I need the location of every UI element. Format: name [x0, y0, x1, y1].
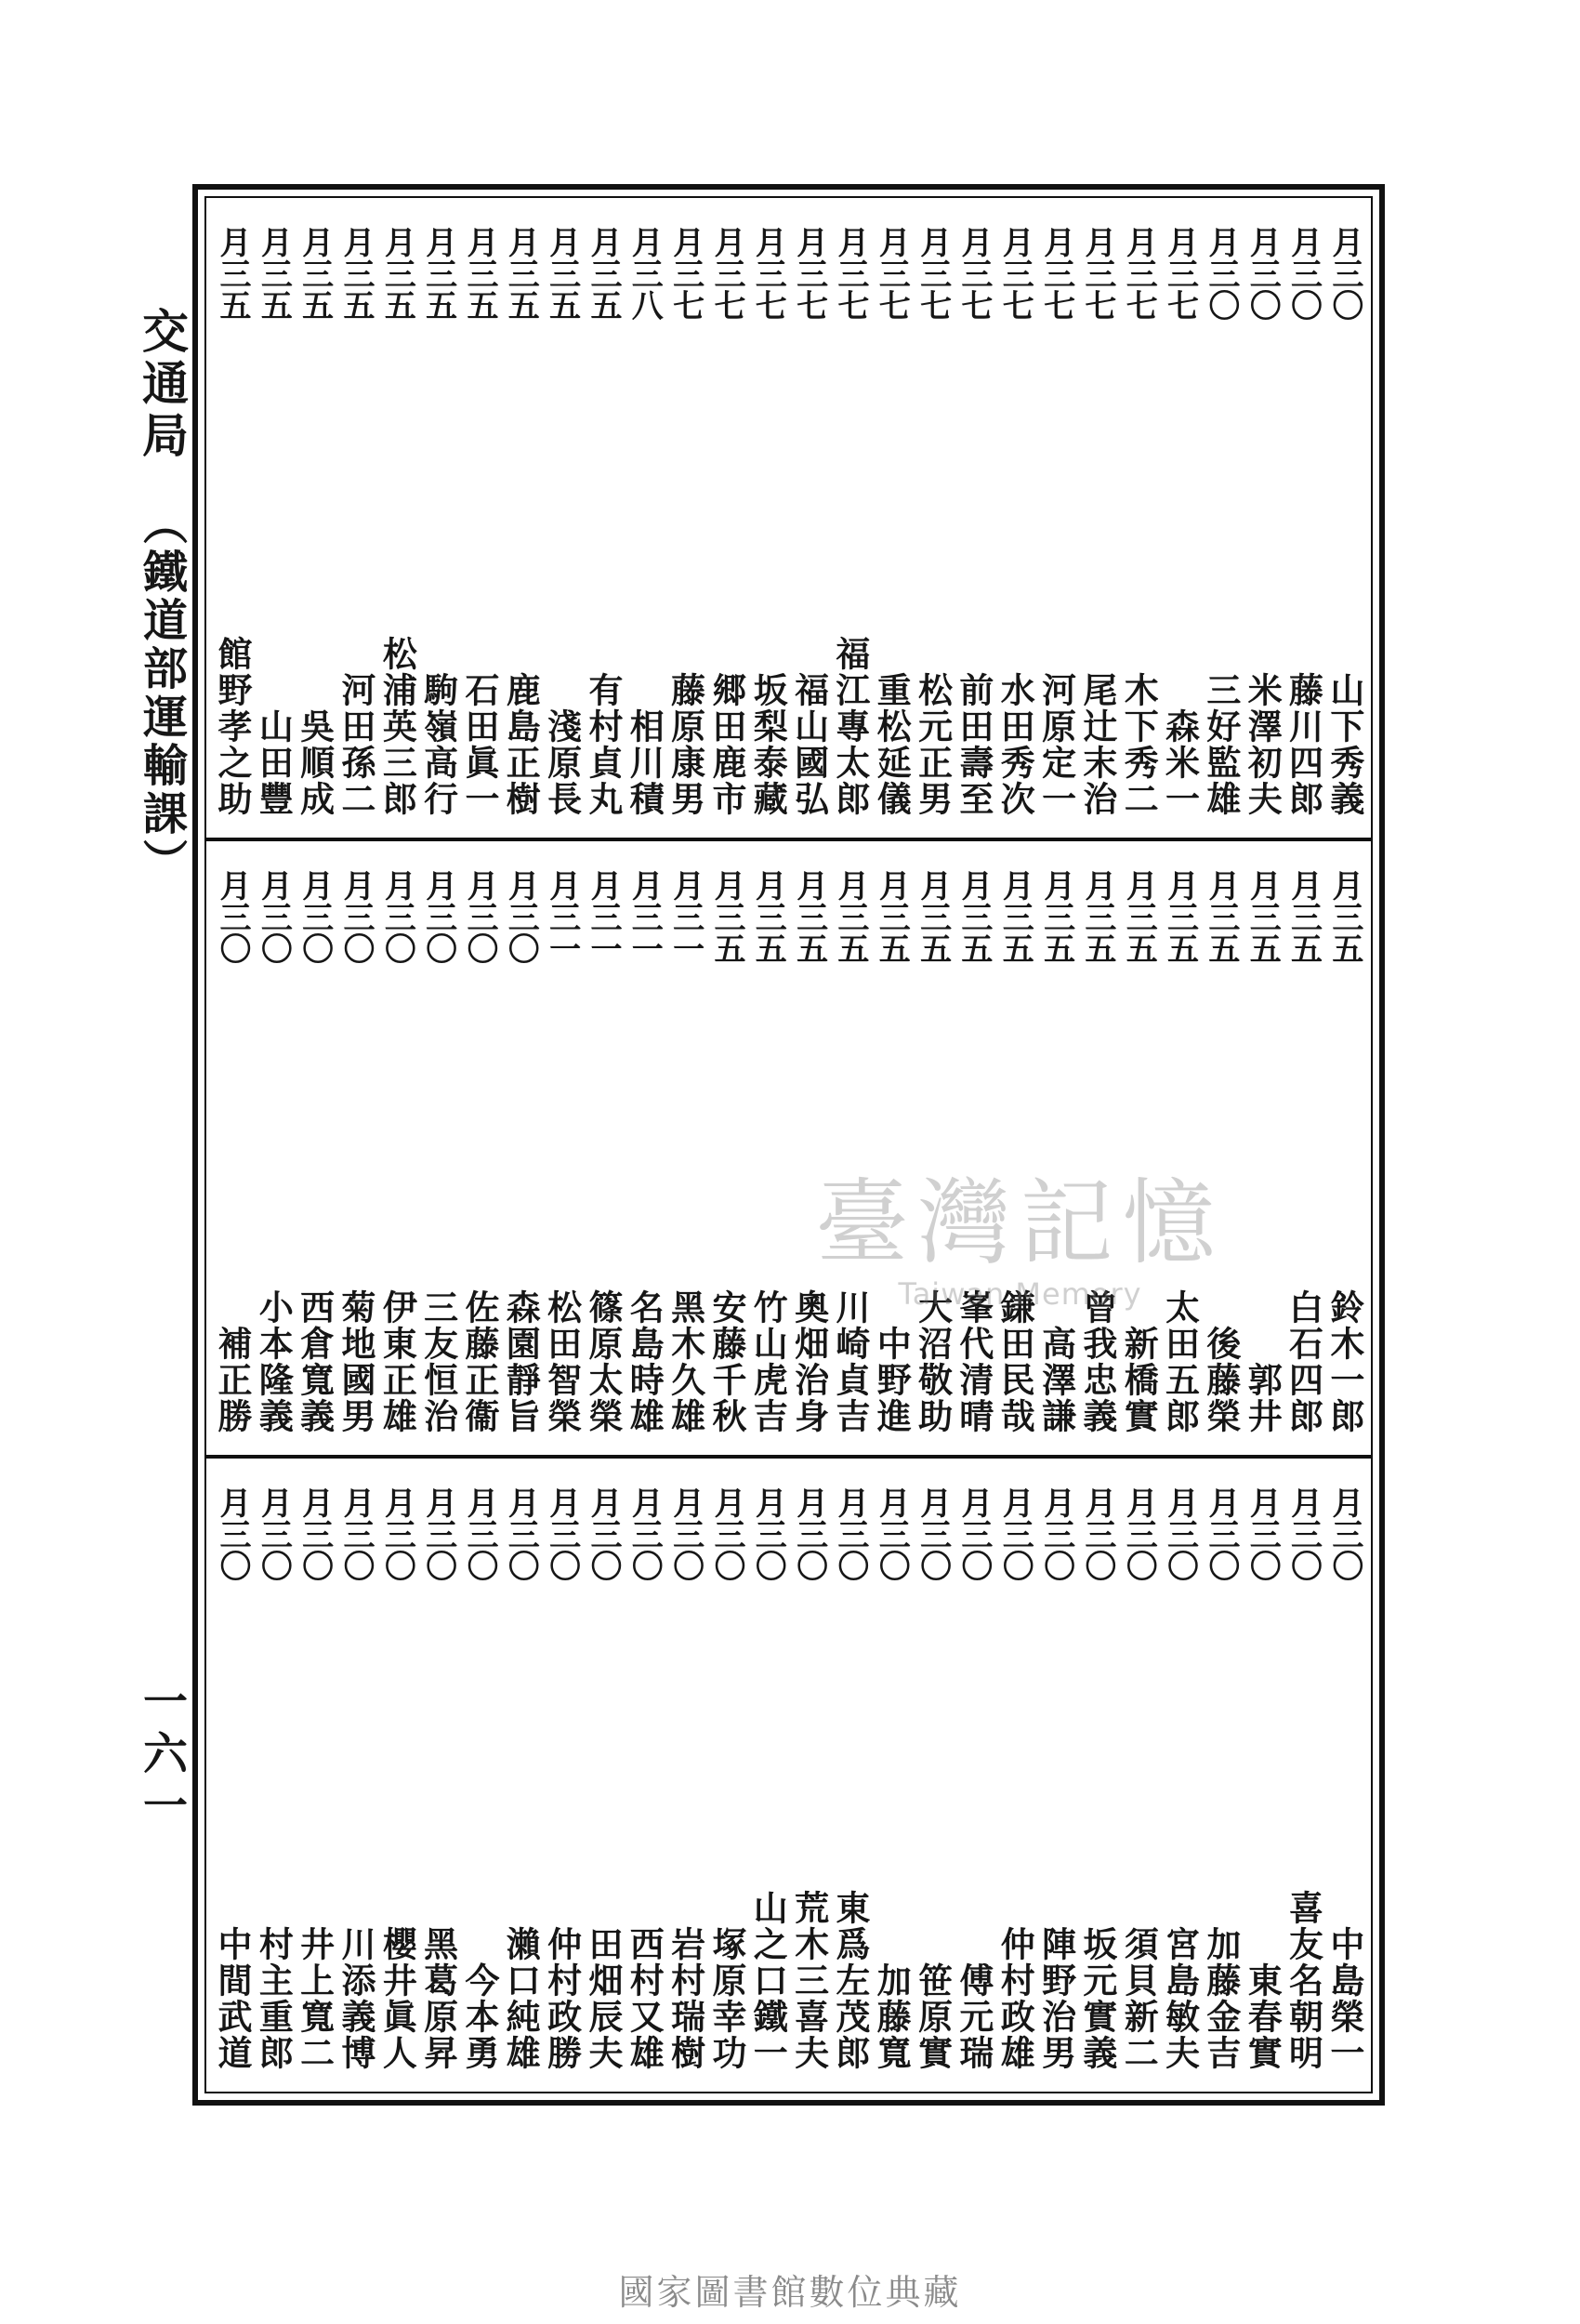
- roster-section-3: [210, 1459, 1367, 2092]
- roster-entry: [541, 841, 583, 1455]
- roster-entry: [1118, 841, 1160, 1455]
- roster-entry: [376, 1459, 418, 2092]
- entry-date: 月三五: [502, 226, 540, 321]
- entry-date: 月三〇: [749, 1486, 787, 1581]
- entry-date: 月三五: [214, 226, 251, 321]
- entry-name: 佐藤正衞: [458, 1289, 500, 1434]
- entry-name: 淺原長: [541, 708, 583, 817]
- page-number-wrap: [136, 1678, 188, 1834]
- entry-name: 陣野治男: [1035, 1926, 1077, 2071]
- entry-name: 東爲左茂郎: [829, 1890, 871, 2071]
- roster-entry: [667, 841, 704, 1455]
- roster-entry: [458, 841, 500, 1455]
- roster-entry: [747, 198, 789, 838]
- entry-name: 坂元實義: [1076, 1926, 1118, 2071]
- entry-name: 山下秀義: [1323, 672, 1365, 817]
- entry-name: 川崎貞吉: [829, 1289, 871, 1434]
- roster-entry: [871, 198, 913, 838]
- entry-date: 月三五: [336, 226, 375, 321]
- entry-name: 館野孝之助: [212, 636, 253, 817]
- entry-name: 西倉寬義: [294, 1289, 336, 1434]
- entry-name: 水田秀次: [994, 672, 1036, 817]
- entry-date: 月三〇: [625, 1486, 664, 1581]
- entry-date: 月三〇: [1284, 1486, 1323, 1581]
- entry-date: 月三〇: [378, 1486, 416, 1581]
- roster-entry: [1076, 841, 1118, 1455]
- roster-entry: [747, 841, 789, 1455]
- entry-name: 伊東正雄: [376, 1289, 418, 1434]
- entry-date: 月三五: [749, 869, 787, 964]
- roster-entry: [1035, 1459, 1077, 2092]
- roster-entry: [417, 1459, 459, 2092]
- entry-name: 鈴木一郎: [1323, 1289, 1365, 1434]
- entry-date: 月三〇: [419, 869, 457, 964]
- entry-name: 前田壽至: [953, 672, 994, 817]
- entry-date: 月三〇: [296, 869, 334, 964]
- entry-date: 月三〇: [1325, 226, 1363, 321]
- entry-date: 月三五: [1078, 869, 1116, 964]
- roster-entry: [1118, 198, 1160, 838]
- entry-date: 月三七: [749, 226, 787, 321]
- entry-date: 月三五: [296, 226, 334, 321]
- entry-name: 三友恒治: [417, 1289, 459, 1434]
- roster-entry: [955, 1459, 993, 2092]
- entry-date: 月三〇: [666, 1486, 704, 1581]
- entry-date: 月三五: [914, 869, 952, 964]
- roster-entry: [1200, 841, 1242, 1455]
- entry-date: 月三五: [255, 226, 293, 321]
- entry-name: 田畑辰夫: [582, 1926, 624, 2071]
- entry-name: 福山國弘: [788, 672, 830, 817]
- roster-entry: [1035, 198, 1077, 838]
- entry-name: 坂梨泰藏: [747, 672, 789, 817]
- roster-entry: [625, 1459, 663, 2092]
- entry-date: 月三五: [419, 226, 457, 321]
- roster-entry: [912, 1459, 954, 2092]
- entry-name: 米澤初夫: [1242, 672, 1284, 817]
- entry-date: 月三五: [790, 869, 828, 964]
- roster-entry: [500, 841, 542, 1455]
- entry-name: 高澤謙: [1035, 1326, 1077, 1434]
- roster-entry: [625, 841, 663, 1455]
- entry-date: 月三五: [1202, 869, 1240, 964]
- entry-name: 今本勇: [458, 1962, 500, 2071]
- roster-entry: [376, 841, 418, 1455]
- roster-entry: [1242, 841, 1284, 1455]
- roster-entry: [1200, 1459, 1242, 2092]
- roster-entry: [1076, 1459, 1118, 2092]
- entry-name: 笹原實: [912, 1962, 954, 2071]
- roster-entry: [500, 1459, 542, 2092]
- entry-name: 森園靜旨: [500, 1289, 542, 1434]
- entry-name: 須貝新二: [1118, 1926, 1160, 2071]
- entry-date: 月三一: [666, 869, 704, 964]
- roster-entry: [1323, 1459, 1365, 2092]
- roster-entry: [871, 841, 913, 1455]
- entry-date: 月三〇: [707, 1486, 745, 1581]
- entry-name: 山田豐: [253, 708, 295, 817]
- entry-name: 菊地國男: [335, 1289, 376, 1434]
- entry-name: 藤川四郎: [1283, 672, 1324, 817]
- entry-name: 鹿島正樹: [500, 672, 542, 817]
- entry-date: 月三〇: [543, 1486, 581, 1581]
- entry-name: 曾我忠義: [1076, 1289, 1118, 1434]
- entry-name: 森米一: [1159, 708, 1201, 817]
- entry-date: 月三五: [1161, 869, 1199, 964]
- entry-name: 峯代清晴: [953, 1289, 994, 1434]
- entry-date: 月三〇: [296, 1486, 334, 1581]
- roster-entry: [1285, 1459, 1323, 2092]
- footer-credit: 國家圖書館數位典藏: [618, 2272, 962, 2313]
- roster-entry: [705, 841, 747, 1455]
- roster-entry: [296, 841, 334, 1455]
- entry-date: 月三五: [378, 226, 416, 321]
- roster-entry: [705, 1459, 747, 2092]
- roster-entry: [667, 1459, 704, 2092]
- entry-date: 月三五: [1037, 869, 1075, 964]
- entry-name: 松浦英三郎: [376, 636, 418, 817]
- entry-name: 黑葛原昇: [417, 1926, 459, 2071]
- entry-name: 加藤金吉: [1200, 1926, 1242, 2071]
- entry-name: 宮島敏夫: [1159, 1926, 1201, 2071]
- roster-entry: [996, 198, 1034, 838]
- roster-entry: [1076, 198, 1118, 838]
- roster-entry: [417, 198, 459, 838]
- roster-entry: [376, 198, 418, 838]
- entry-name: 西村又雄: [624, 1926, 665, 2071]
- roster-entry: [253, 1459, 295, 2092]
- entry-name: 瀨口純雄: [500, 1926, 542, 2071]
- entry-date: 月三七: [1120, 226, 1158, 321]
- entry-name: 中野進: [871, 1326, 913, 1434]
- entry-date: 月三〇: [502, 1486, 540, 1581]
- entry-date: 月三五: [1325, 869, 1363, 964]
- entry-date: 月三〇: [1325, 1486, 1363, 1581]
- entry-name: 鎌田民哉: [994, 1289, 1036, 1434]
- entry-date: 月三〇: [1161, 1486, 1199, 1581]
- roster-entry: [296, 198, 334, 838]
- entry-name: 河原定一: [1035, 672, 1077, 817]
- entry-date: 月三〇: [1202, 226, 1240, 321]
- entry-name: 白石四郎: [1283, 1289, 1324, 1434]
- entry-name: 三好監雄: [1200, 672, 1242, 817]
- entry-date: 月三七: [996, 226, 1034, 321]
- margin-header: [136, 307, 188, 887]
- entry-date: 月三七: [1037, 226, 1075, 321]
- entry-date: 月三一: [625, 869, 664, 964]
- roster-entry: [1035, 841, 1077, 1455]
- entry-name: 加藤寬: [871, 1962, 913, 2071]
- entry-name: 補正勝: [212, 1326, 253, 1434]
- entry-name: 川添義博: [335, 1926, 376, 2071]
- entry-date: 月三五: [707, 869, 745, 964]
- entry-name: 郭井: [1242, 1362, 1284, 1434]
- entry-date: 月三〇: [1244, 1486, 1282, 1581]
- roster-entry: [296, 1459, 334, 2092]
- entry-name: 木下秀二: [1118, 672, 1160, 817]
- roster-entry: [667, 198, 704, 838]
- roster-entry: [955, 198, 993, 838]
- entry-date: 月三〇: [255, 869, 293, 964]
- entry-date: 月三〇: [1284, 226, 1323, 321]
- roster-entry: [1242, 1459, 1284, 2092]
- entry-name: 石田眞一: [458, 672, 500, 817]
- roster-entry: [788, 1459, 830, 2092]
- entry-name: 井上寬二: [294, 1926, 336, 2071]
- roster-entry: [1159, 841, 1201, 1455]
- roster-entry: [829, 1459, 871, 2092]
- department-title: 交通局: [135, 307, 190, 463]
- roster-entry: [871, 1459, 913, 2092]
- entry-date: 月三〇: [873, 1486, 911, 1581]
- entry-date: 月三一: [584, 869, 622, 964]
- entry-date: 月三〇: [790, 1486, 828, 1581]
- entry-date: 月三一: [543, 869, 581, 964]
- roster-entry: [582, 841, 624, 1455]
- entry-name: 後藤榮: [1200, 1326, 1242, 1434]
- entry-date: 月三〇: [460, 1486, 498, 1581]
- entry-date: 月三〇: [1037, 1486, 1075, 1581]
- roster-entry: [337, 198, 375, 838]
- entry-date: 月三七: [914, 226, 952, 321]
- watermark-sub: Taiwan Memory: [898, 1276, 1142, 1312]
- entry-date: 月三〇: [584, 1486, 622, 1581]
- roster-entry: [912, 198, 954, 838]
- entry-date: 月三〇: [955, 1486, 993, 1581]
- entry-date: 月三〇: [1078, 1486, 1116, 1581]
- roster-entry: [1323, 841, 1365, 1455]
- entry-date: 月三七: [955, 226, 993, 321]
- roster-entry: [1118, 1459, 1160, 2092]
- entry-name: 太田五郎: [1159, 1289, 1201, 1434]
- entry-date: 月三七: [790, 226, 828, 321]
- entry-date: 月三八: [625, 226, 664, 321]
- entry-date: 月三〇: [1244, 226, 1282, 321]
- entry-name: 村主重郎: [253, 1926, 295, 2071]
- entry-date: 月三〇: [378, 869, 416, 964]
- roster-entry: [788, 198, 830, 838]
- entry-name: 河田孫二: [335, 672, 376, 817]
- entry-name: 喜友名朝明: [1283, 1890, 1324, 2071]
- entry-name: 松元正男: [912, 672, 954, 817]
- entry-date: 月三〇: [419, 1486, 457, 1581]
- entry-name: 藤原康男: [665, 672, 706, 817]
- entry-name: 新橋實: [1118, 1326, 1160, 1434]
- entry-name: 傅元瑞: [953, 1962, 994, 2071]
- roster-entry: [214, 1459, 251, 2092]
- entry-date: 月三〇: [214, 869, 251, 964]
- roster-entry: [1159, 198, 1201, 838]
- entry-date: 月三〇: [914, 1486, 952, 1581]
- roster-entry: [996, 841, 1034, 1455]
- page-number: 一六一: [135, 1678, 188, 1834]
- entry-date: 月三〇: [502, 869, 540, 964]
- roster-entry: [541, 198, 583, 838]
- entry-name: 岩村瑞樹: [665, 1926, 706, 2071]
- entry-name: 大沼敬助: [912, 1289, 954, 1434]
- entry-name: 黑木久雄: [665, 1289, 706, 1434]
- entry-date: 月三五: [1120, 869, 1158, 964]
- section-title: （鐵道部運輸課）: [135, 500, 188, 887]
- entry-date: 月三七: [1161, 226, 1199, 321]
- roster-entry: [1285, 198, 1323, 838]
- entry-name: 仲村政勝: [541, 1926, 583, 2071]
- roster-section-2: [210, 841, 1367, 1455]
- entry-name: 安藤千秋: [705, 1289, 747, 1434]
- entry-date: 月三七: [707, 226, 745, 321]
- entry-name: 中島榮一: [1323, 1926, 1365, 2071]
- roster-entry: [214, 841, 251, 1455]
- roster-entry: [829, 198, 871, 838]
- entry-date: 月三〇: [336, 1486, 375, 1581]
- entry-name: 塚原幸功: [705, 1926, 747, 2071]
- entry-date: 月三七: [831, 226, 869, 321]
- entry-name: 尾辻末治: [1076, 672, 1118, 817]
- roster-entry: [829, 841, 871, 1455]
- entry-name: 福江專太郎: [829, 636, 871, 817]
- entry-date: 月三〇: [831, 1486, 869, 1581]
- entry-name: 名島時雄: [624, 1289, 665, 1434]
- roster-entry: [458, 1459, 500, 2092]
- roster-entry: [337, 841, 375, 1455]
- entry-name: 篠原太榮: [582, 1289, 624, 1434]
- entry-name: 山之口鐵一: [747, 1890, 789, 2071]
- entry-date: 月三五: [1284, 869, 1323, 964]
- entry-name: 吳順成: [294, 708, 336, 817]
- entry-name: 有村貞丸: [582, 672, 624, 817]
- roster-entry: [541, 1459, 583, 2092]
- roster-entry: [1323, 198, 1365, 838]
- roster-entry: [747, 1459, 789, 2092]
- roster-section-1: [210, 198, 1367, 838]
- entry-name: 仲村政雄: [994, 1926, 1036, 2071]
- roster-entry: [417, 841, 459, 1455]
- roster-entry: [253, 198, 295, 838]
- entry-name: 中間武道: [212, 1926, 253, 2071]
- roster-entry: [1285, 841, 1323, 1455]
- roster-entry: [582, 1459, 624, 2092]
- roster-entry: [1242, 198, 1284, 838]
- roster-entry: [1159, 1459, 1201, 2092]
- entry-date: 月三五: [543, 226, 581, 321]
- entry-date: 月三五: [996, 869, 1034, 964]
- entry-name: 小本隆義: [253, 1289, 295, 1434]
- entry-date: 月三五: [460, 226, 498, 321]
- entry-date: 月三五: [1244, 869, 1282, 964]
- roster-entry: [996, 1459, 1034, 2092]
- roster-entry: [788, 841, 830, 1455]
- entry-date: 月三〇: [1120, 1486, 1158, 1581]
- entry-name: 竹山虎吉: [747, 1289, 789, 1434]
- entry-name: 東春實: [1242, 1962, 1284, 2071]
- roster-entry: [500, 198, 542, 838]
- entry-date: 月三五: [873, 869, 911, 964]
- entry-date: 月三五: [584, 226, 622, 321]
- roster-entry: [1200, 198, 1242, 838]
- entry-date: 月三〇: [255, 1486, 293, 1581]
- entry-name: 櫻井眞人: [376, 1926, 418, 2071]
- entry-date: 月三〇: [214, 1486, 251, 1581]
- entry-name: 重松延儀: [871, 672, 913, 817]
- roster-entry: [705, 198, 747, 838]
- entry-name: 奧畑治身: [788, 1289, 830, 1434]
- entry-date: 月三七: [873, 226, 911, 321]
- entry-name: 松田智榮: [541, 1289, 583, 1434]
- roster-entry: [912, 841, 954, 1455]
- watermark-main: 臺灣記憶: [815, 1169, 1225, 1277]
- entry-name: 駒嶺高行: [417, 672, 459, 817]
- entry-date: 月三〇: [336, 869, 375, 964]
- roster-entry: [625, 198, 663, 838]
- entry-date: 月三〇: [1202, 1486, 1240, 1581]
- entry-date: 月三五: [955, 869, 993, 964]
- entry-name: 郷田鹿市: [705, 672, 747, 817]
- roster-entry: [253, 841, 295, 1455]
- entry-date: 月三五: [831, 869, 869, 964]
- roster-entry: [214, 198, 251, 838]
- roster-entry: [337, 1459, 375, 2092]
- roster-entry: [458, 198, 500, 838]
- entry-date: 月三七: [1078, 226, 1116, 321]
- entry-date: 月三七: [666, 226, 704, 321]
- entry-date: 月三〇: [996, 1486, 1034, 1581]
- entry-name: 荒木三喜夫: [788, 1890, 830, 2071]
- entry-name: 相川積: [624, 708, 665, 817]
- roster-entry: [955, 841, 993, 1455]
- entry-date: 月三〇: [460, 869, 498, 964]
- roster-entry: [582, 198, 624, 838]
